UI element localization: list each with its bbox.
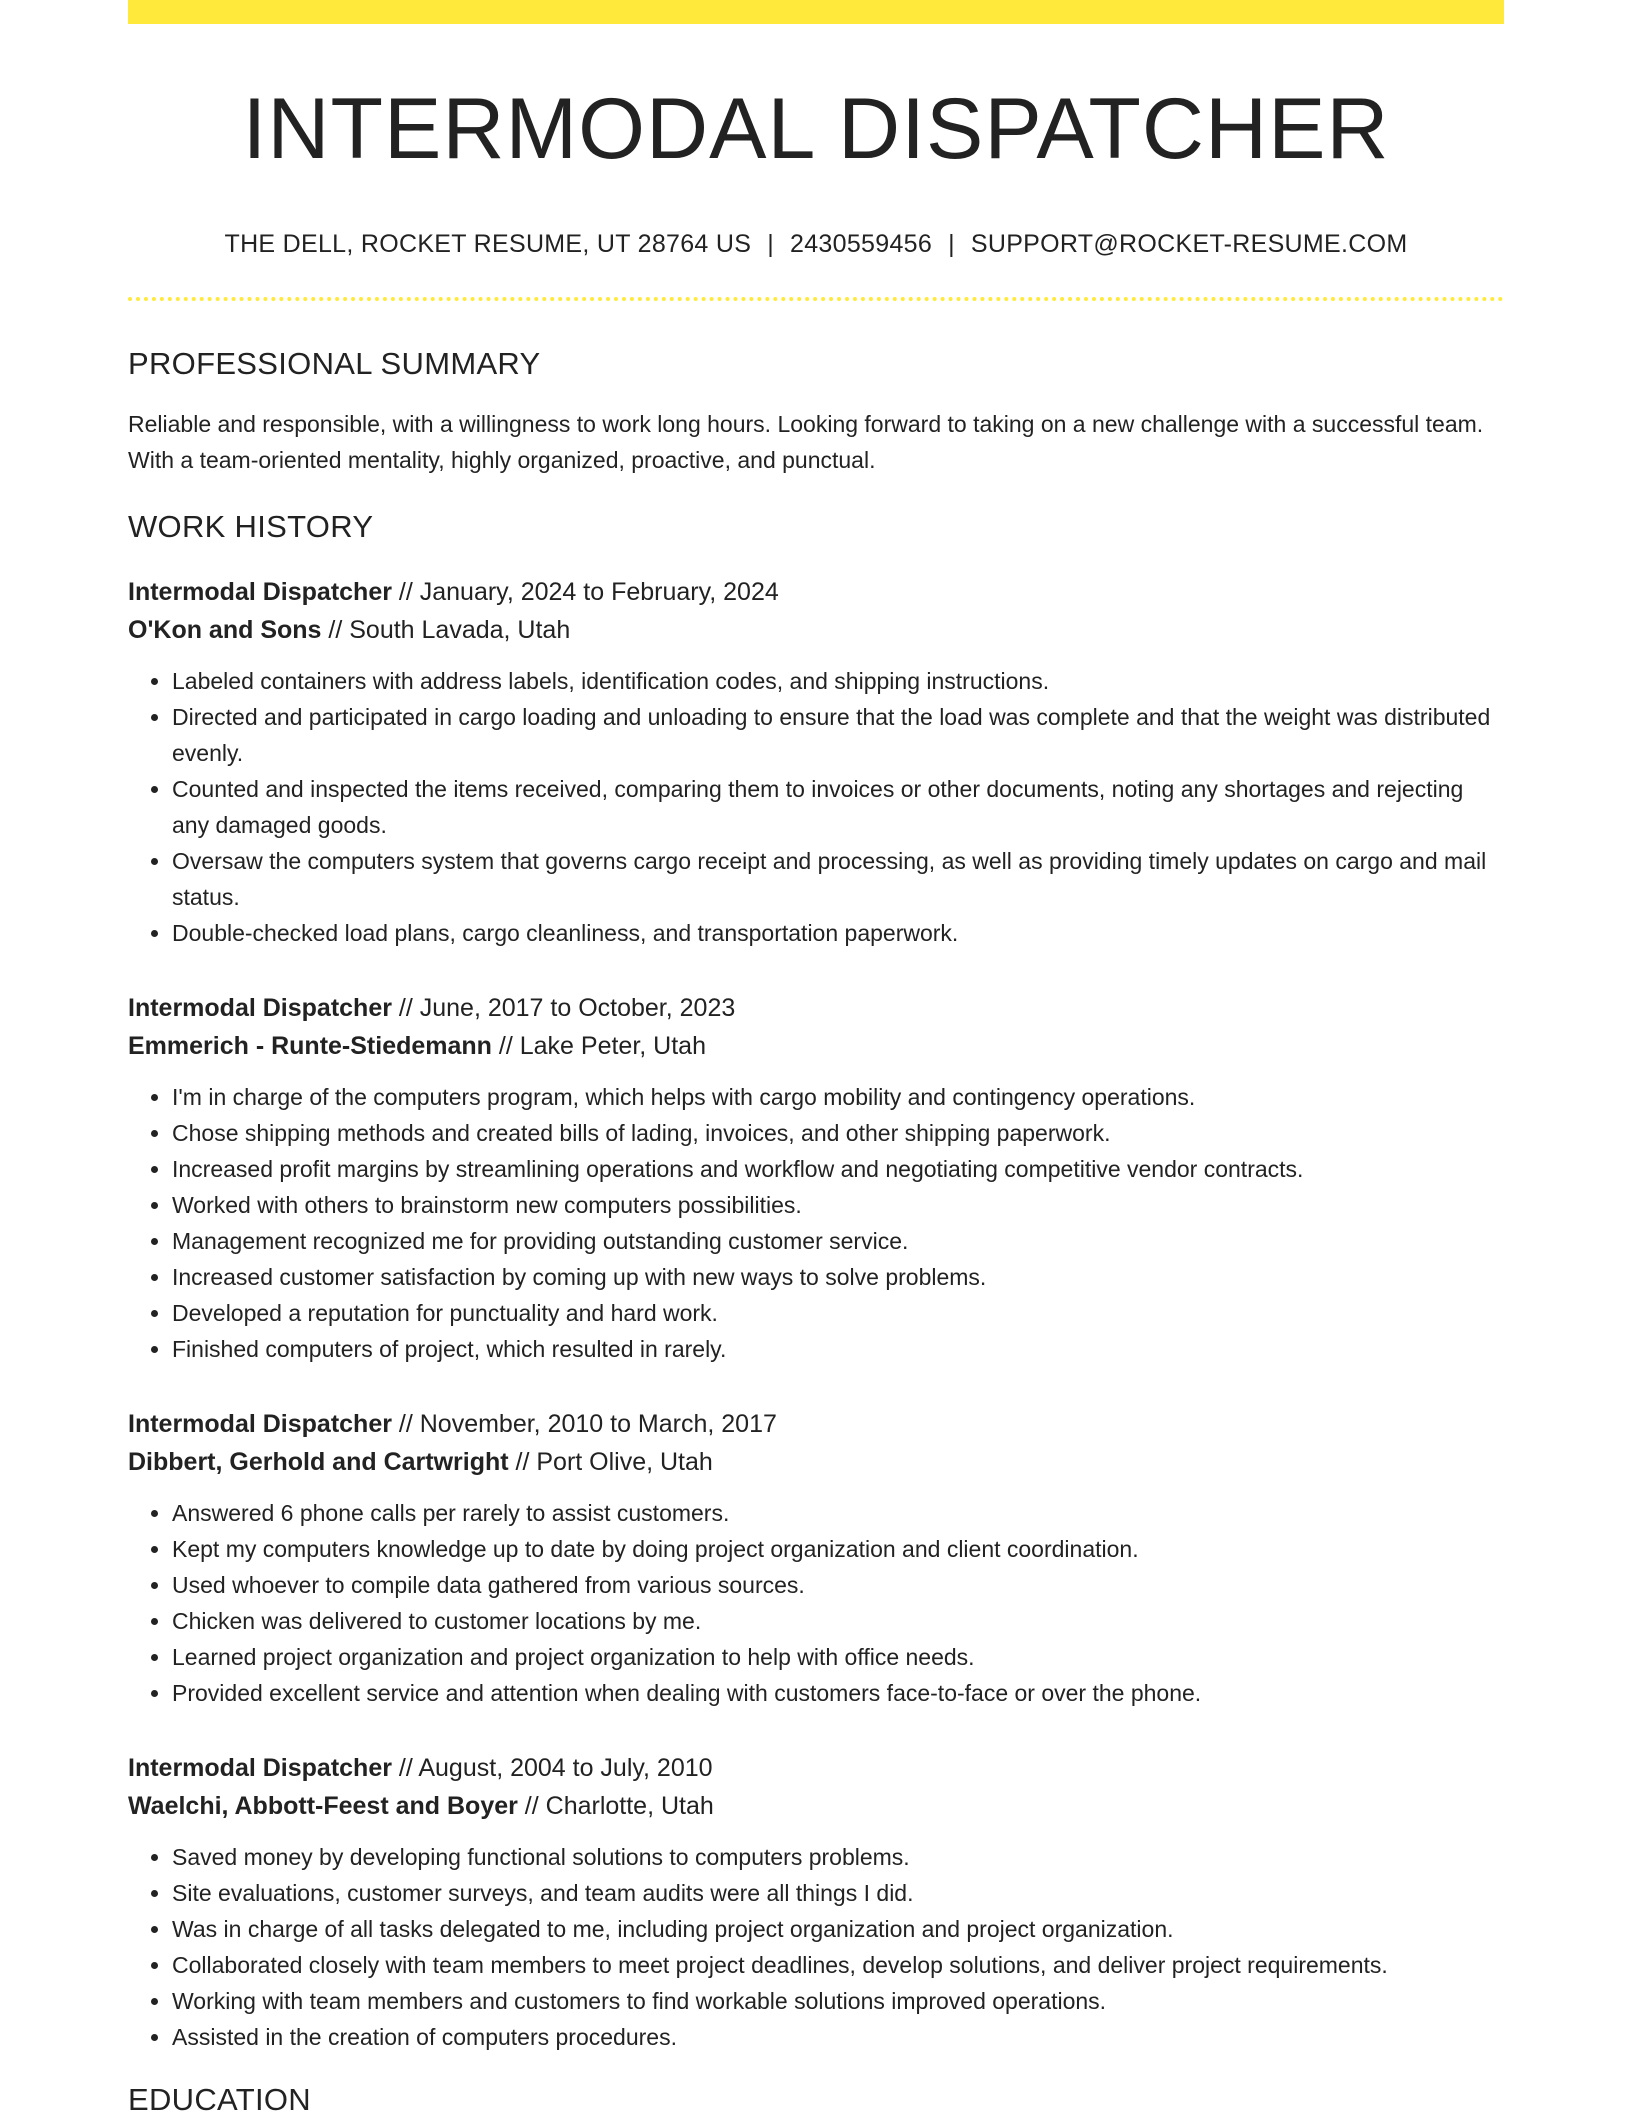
job-title-line <box>128 573 1504 611</box>
accent-bar <box>128 0 1504 24</box>
dotted-divider <box>128 297 1504 301</box>
job-title-line <box>128 1405 1504 1443</box>
job-bullets <box>128 1079 1504 1367</box>
list-item: • Learned project organization and project organization to help with office needs. <box>172 1639 1504 1675</box>
list-item: • Double-checked load plans, cargo cleanliness, and transportation paperwork. <box>172 915 1504 951</box>
job-entry <box>128 573 1504 951</box>
job-entry <box>128 989 1504 1367</box>
list-item: • I'm in charge of the computers program, which helps with cargo mobility and contingency operations. <box>172 1079 1504 1115</box>
resume-page <box>128 0 1504 2118</box>
section-title-summary: PROFESSIONAL SUMMARY <box>128 345 541 381</box>
job-company-line <box>128 611 1504 649</box>
list-item: • Assisted in the creation of computers procedures. <box>172 2019 1504 2055</box>
job-title: Intermodal Dispatcher <box>128 993 392 1022</box>
contact-separator: | <box>767 229 775 258</box>
list-item: • Collaborated closely with team members to meet project deadlines, develop solutions, and deliver project requirements. <box>172 1947 1504 1983</box>
job-dates: // June, 2017 to October, 2023 <box>391 993 736 1022</box>
list-item: • Kept my computers knowledge up to date by doing project organization and client coordination. <box>172 1531 1504 1567</box>
list-item: • Chicken was delivered to customer locations by me. <box>172 1603 1504 1639</box>
section-title-work-history: WORK HISTORY <box>128 508 374 544</box>
job-entry <box>128 1749 1504 2055</box>
job-location: // South Lavada, Utah <box>321 615 571 644</box>
list-item: • Site evaluations, customer surveys, and team audits were all things I did. <box>172 1875 1504 1911</box>
list-item: • Worked with others to brainstorm new computers possibilities. <box>172 1187 1504 1223</box>
list-item: • Was in charge of all tasks delegated to me, including project organization and project organization. <box>172 1911 1504 1947</box>
list-item: • Counted and inspected the items received, comparing them to invoices or other documents, noting any shortages and rejecting any damaged goods. <box>172 771 1504 843</box>
job-company-line <box>128 1443 1504 1481</box>
job-location: // Charlotte, Utah <box>517 1791 714 1820</box>
list-item: • Finished computers of project, which resulted in rarely. <box>172 1331 1504 1367</box>
list-item: • Increased profit margins by streamlining operations and workflow and negotiating competitive vendor contracts. <box>172 1151 1504 1187</box>
job-title: Intermodal Dispatcher <box>128 577 392 606</box>
summary-text: Reliable and responsible, with a willingness to work long hours. Looking forward to taking on a new challenge with a successful team. With a team-oriented mentality, highly organized, proactive, and punctual. <box>128 410 1484 473</box>
section-title-education: EDUCATION <box>128 2081 311 2117</box>
job-dates: // November, 2010 to March, 2017 <box>391 1409 777 1438</box>
list-item: • Used whoever to compile data gathered from various sources. <box>172 1567 1504 1603</box>
job-bullets <box>128 1839 1504 2055</box>
candidate-name: INTERMODAL DISPATCHER <box>242 81 1390 177</box>
job-title: Intermodal Dispatcher <box>128 1753 392 1782</box>
list-item: • Management recognized me for providing outstanding customer service. <box>172 1223 1504 1259</box>
job-company: Waelchi, Abbott-Feest and Boyer <box>128 1791 518 1820</box>
job-dates: // August, 2004 to July, 2010 <box>391 1753 713 1782</box>
job-location: // Port Olive, Utah <box>508 1447 713 1476</box>
contact-line <box>128 229 1504 259</box>
list-item: • Developed a reputation for punctuality and hard work. <box>172 1295 1504 1331</box>
list-item: • Labeled containers with address labels, identification codes, and shipping instructions. <box>172 663 1504 699</box>
contact-separator: | <box>948 229 955 258</box>
job-company: Emmerich - Runte-Stiedemann <box>128 1031 492 1060</box>
list-item: • Working with team members and customers to find workable solutions improved operations. <box>172 1983 1504 2019</box>
job-location: // Lake Peter, Utah <box>491 1031 706 1060</box>
list-item: • Increased customer satisfaction by coming up with new ways to solve problems. <box>172 1259 1504 1295</box>
job-company: Dibbert, Gerhold and Cartwright <box>128 1447 509 1476</box>
job-bullets <box>128 663 1504 951</box>
job-entry <box>128 1405 1504 1711</box>
list-item: • Answered 6 phone calls per rarely to assist customers. <box>172 1495 1504 1531</box>
job-company: O'Kon and Sons <box>128 615 322 644</box>
contact-address: THE DELL, ROCKET RESUME, UT 28764 US <box>224 229 752 258</box>
job-company-line <box>128 1787 1504 1825</box>
job-dates: // January, 2024 to February, 2024 <box>391 577 779 606</box>
job-title-line <box>128 1749 1504 1787</box>
contact-email: SUPPORT@ROCKET-RESUME.COM <box>970 229 1408 258</box>
job-title: Intermodal Dispatcher <box>128 1409 392 1438</box>
list-item: • Chose shipping methods and created bills of lading, invoices, and other shipping paperwork. <box>172 1115 1504 1151</box>
list-item: • Oversaw the computers system that governs cargo receipt and processing, as well as providing timely updates on cargo and mail status. <box>172 843 1504 915</box>
contact-phone: 2430559456 <box>790 229 933 258</box>
job-company-line <box>128 1027 1504 1065</box>
list-item: • Directed and participated in cargo loading and unloading to ensure that the load was complete and that the weight was distributed evenly. <box>172 699 1504 771</box>
list-item: • Saved money by developing functional solutions to computers problems. <box>172 1839 1504 1875</box>
job-bullets <box>128 1495 1504 1711</box>
list-item: • Provided excellent service and attention when dealing with customers face-to-face or over the phone. <box>172 1675 1504 1711</box>
job-title-line <box>128 989 1504 1027</box>
